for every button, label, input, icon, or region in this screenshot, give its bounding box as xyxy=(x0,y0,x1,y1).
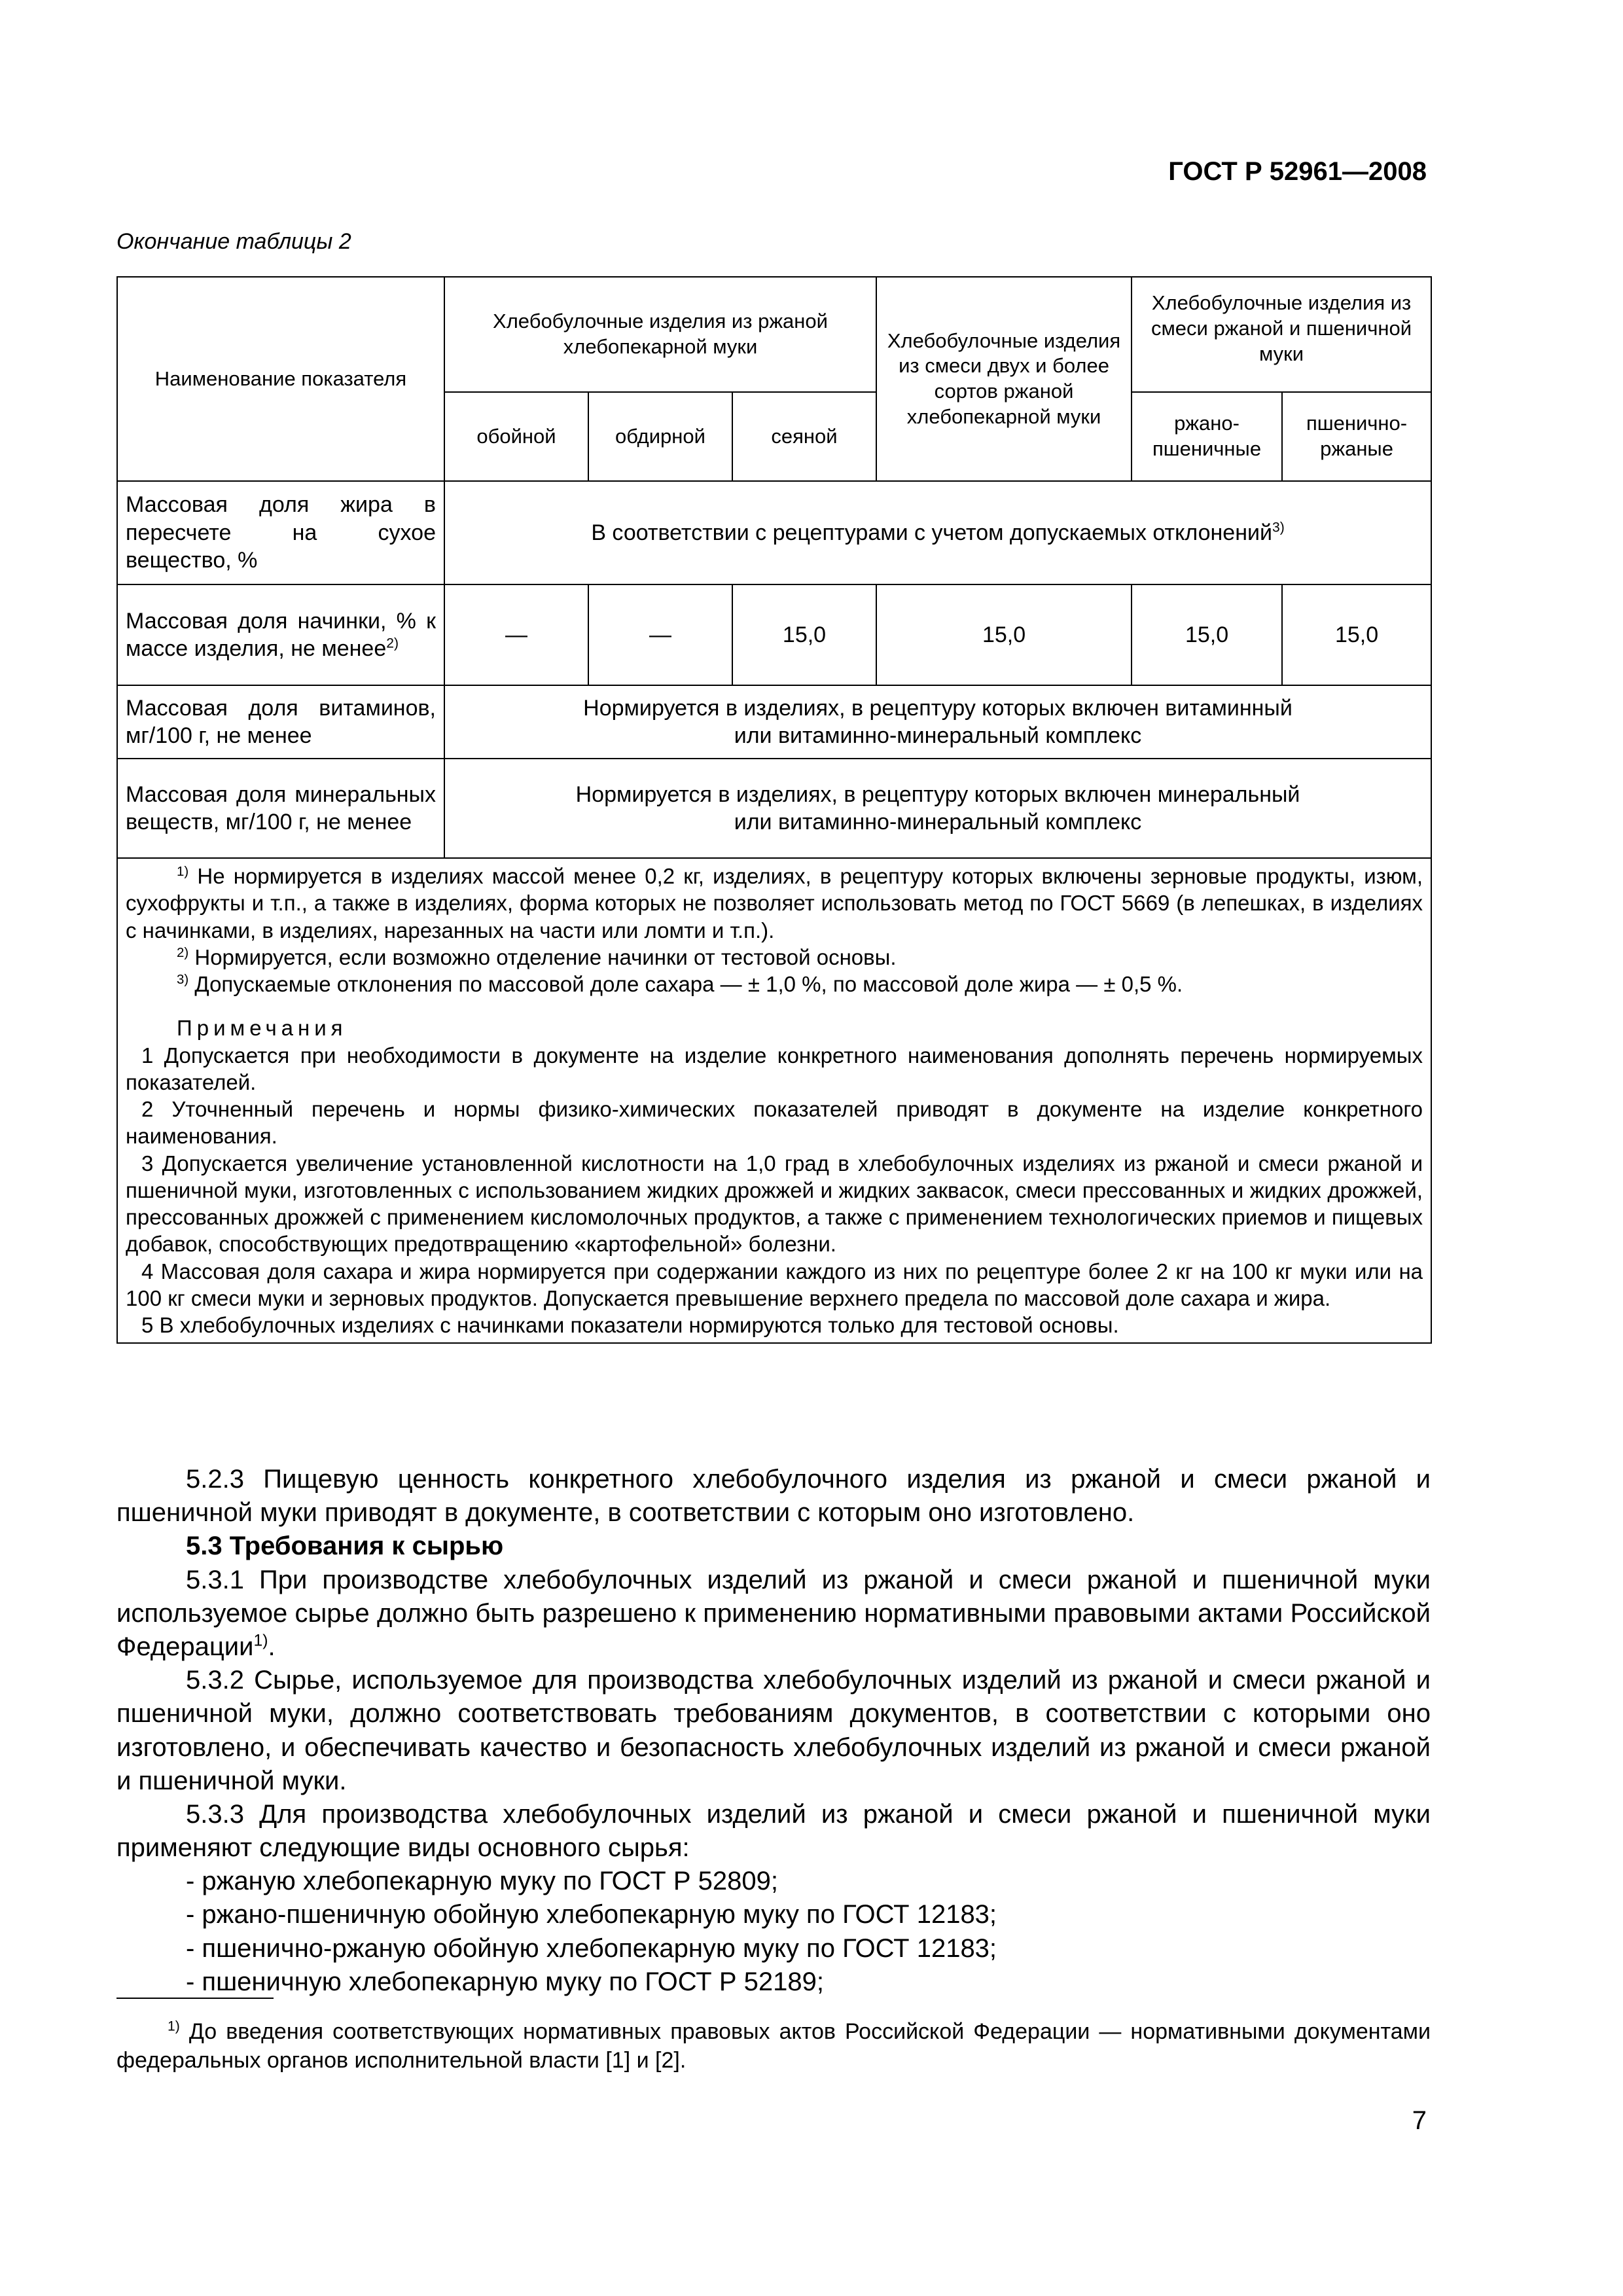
header-rye-flour: Хлебобулочные изделия из ржаной хлебопекарной муки xyxy=(444,277,876,392)
row-fat-text: В соответствии с рецептурами с учетом допускаемых отклонений xyxy=(591,520,1272,545)
table-row xyxy=(117,481,1431,584)
paragraph-5-3-2: 5.3.2 Сырье, используемое для производства хлебобулочных изделий из ржаной и смеси ржаной и пшеничной муки, должно соответствовать требованиям документов, в соответствии с которыми оно изготовлено, и обеспечивать качество и безопасность хлебобулочных изделий из ржаной и смеси ржаной и пшеничной муки. xyxy=(116,1666,1431,1795)
paragraph-5-3-1: 5.3.1 При производстве хлебобулочных изделий из ржаной и смеси ржаной и пшеничной муки используемое сырье должно быть разрешено к применению нормативными правовыми актами Российской Федерации$^{1)}$. xyxy=(116,1565,1431,1661)
standard-code: ГОСТ Р 52961—2008 xyxy=(1168,157,1427,186)
page-number: 7 xyxy=(1412,2106,1427,2135)
footnote-ref: 3) xyxy=(1272,520,1285,535)
row-minerals-value: Нормируется в изделиях, в рецептуру которых включен минеральный или витаминно-минеральный комплекс xyxy=(444,759,1431,858)
table-cell: 15,0 xyxy=(732,584,876,685)
table-cell: — xyxy=(444,584,588,685)
table-cell: 15,0 xyxy=(1282,584,1431,685)
row-fat-name: Массовая доля жира в пересчете на сухое вещество, % xyxy=(117,481,444,584)
table-notes xyxy=(117,858,1431,1343)
header-indicator: Наименование показателя xyxy=(117,277,444,481)
row-filling-name: Массовая доля начинки, % к массе изделия, не менее$^{2)}$ xyxy=(117,584,444,685)
table-cell: 15,0 xyxy=(1132,584,1282,685)
note-4: 4 Массовая доля сахара и жира нормируется при содержании каждого из них по рецептуре более 2 кг на 100 кг муки или на 100 кг смеси муки и зерновых продуктов. Допускается превышение верхнего предела по массовой доле сахара и жира. xyxy=(126,1259,1423,1310)
footnote-ref: 1) xyxy=(253,1632,268,1650)
table-footnote-3: $^{3)}$ Допускаемые отклонения по массовой доле сахара — ± 1,0 %, по массовой доле жира — ± 0,5 %. xyxy=(177,972,1183,996)
subheader-peeled: обдирной xyxy=(588,392,732,481)
raw-materials-list xyxy=(116,1865,1431,1999)
row-vitamins-name: Массовая доля витаминов, мг/100 г, не менее xyxy=(117,685,444,759)
list-item: - пшенично-ржаную обойную хлебопекарную муку по ГОСТ 12183; xyxy=(186,1933,997,1963)
table-row xyxy=(117,759,1431,858)
page-footnote: $^{1)}$ До введения соответствующих нормативных правовых актов Российской Федерации — нормативными документами федеральных органов исполнительной власти [1] и [2]. xyxy=(116,2018,1431,2073)
subheader-rye-wheat: ржано-пшеничные xyxy=(1132,392,1282,481)
body-text xyxy=(116,1463,1431,1999)
note-1: 1 Допускается при необходимости в документе на изделие конкретного наименования дополнять перечень нормируемых показателей. xyxy=(126,1043,1423,1094)
row-fat-value xyxy=(444,481,1431,584)
header-rye-mix: Хлебобулочные изделия из смеси двух и более сортов ржаной хлебопекарной муки xyxy=(876,277,1132,481)
table-cell: — xyxy=(588,584,732,685)
notes-title: Примечания xyxy=(177,1016,348,1041)
list-item: - ржаную хлебопекарную муку по ГОСТ Р 52809; xyxy=(186,1867,778,1896)
paragraph-5-3-3: 5.3.3 Для производства хлебобулочных изделий из ржаной и смеси ржаной и пшеничной муки применяют следующие виды основного сырья: xyxy=(116,1799,1431,1863)
row-vitamins-value: Нормируется в изделиях, в рецептуру которых включен витаминный или витаминно-минеральный комплекс xyxy=(444,685,1431,759)
row-minerals-name: Массовая доля минеральных веществ, мг/100 г, не менее xyxy=(117,759,444,858)
footnote-divider xyxy=(116,1998,274,1999)
table-footnote-1: $^{1)}$ Не нормируется в изделиях массой менее 0,2 кг, изделиях, в рецептуру которых включены зерновые продукты, изюм, сухофрукты и т.п., а также в изделиях, форма которых не позволяет использовать метод по ГОСТ 5669 (в лепешках, в изделиях с начинками, в изделиях, нарезанных на части или ломти и т.п.). xyxy=(126,864,1423,942)
subheader-sifted: сеяной xyxy=(732,392,876,481)
table-row xyxy=(117,685,1431,759)
footnote-ref: 2) xyxy=(386,636,399,651)
table-caption: Окончание таблицы 2 xyxy=(116,229,351,254)
section-heading-5-3: 5.3 Требования к сырью xyxy=(186,1532,504,1561)
note-3: 3 Допускается увеличение установленной кислотности на 1,0 град в хлебобулочных изделиях из ржаной и смеси ржаной и пшеничной муки, изготовленных с использованием жидких дрожжей и жидких заквасок, смеси прессованных и жидких дрожжей, прессованных дрожжей с применением кисломолочных продуктов, а также с применением технологических приемов и пищевых добавок, способствующих предотвращению «картофельной» болезни. xyxy=(126,1151,1423,1257)
table-row xyxy=(117,584,1431,685)
header-rye-wheat-mix: Хлебобулочные изделия из смеси ржаной и пшеничной муки xyxy=(1132,277,1431,392)
list-item: - ржано-пшеничную обойную хлебопекарную муку по ГОСТ 12183; xyxy=(186,1900,997,1929)
table-cell: 15,0 xyxy=(876,584,1132,685)
subheader-wholemeal: обойной xyxy=(444,392,588,481)
table-footnote-2: $^{2)}$ Нормируется, если возможно отделение начинки от тестовой основы. xyxy=(177,944,897,969)
paragraph-5-2-3: 5.2.3 Пищевую ценность конкретного хлебобулочного изделия из ржаной и смеси ржаной и пшеничной муки приводят в документе, в соответствии с которым оно изготовлено. xyxy=(116,1465,1431,1528)
list-item: - пшеничную хлебопекарную муку по ГОСТ Р 52189; xyxy=(186,1967,824,1996)
note-5: 5 В хлебобулочных изделиях с начинками показатели нормируются только для тестовой основы. xyxy=(141,1313,1119,1337)
table-2 xyxy=(116,276,1432,1344)
note-2: 2 Уточненный перечень и нормы физико-химических показателей приводят в документе на изделие конкретного наименования. xyxy=(126,1097,1423,1149)
subheader-wheat-rye: пшенично-ржаные xyxy=(1282,392,1431,481)
